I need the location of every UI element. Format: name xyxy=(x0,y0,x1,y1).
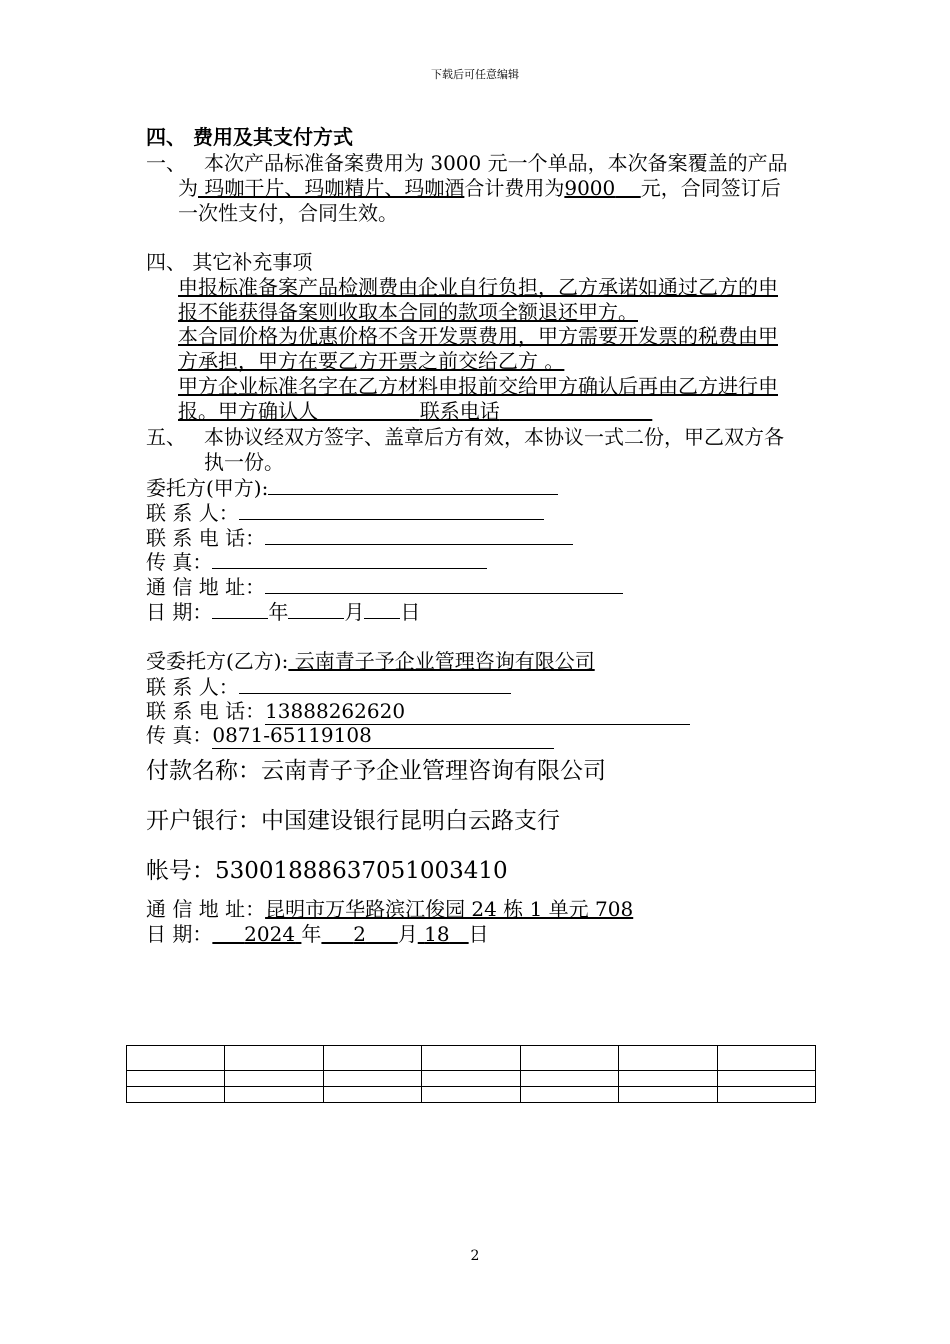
fee-prefix: 为 xyxy=(178,176,198,200)
empty-table xyxy=(126,1045,816,1103)
payment-account: 帐号：53001888637051003410 xyxy=(146,858,508,884)
party-a-phone-field[interactable] xyxy=(265,524,573,545)
party-b-contact-field[interactable] xyxy=(239,673,511,694)
fee-item-num: 一、 xyxy=(146,151,186,175)
other-p2a: 本合同价格为优惠价格不含开发票费用，甲方需要开发票的税费由甲 xyxy=(178,324,778,348)
five-line-1: 本协议经双方签字、盖章后方有效，本协议一式二份，甲乙双方各 xyxy=(204,425,784,449)
five-num: 五、 xyxy=(146,425,186,449)
party-b-label: 受委托方(乙方): 云南青子予企业管理咨询有限公司 xyxy=(146,649,595,673)
party-b-company: 云南青子予企业管理咨询有限公司 xyxy=(288,649,595,673)
party-b-address: 通 信 地 址：昆明市万华路滨江俊园 24 栋 1 单元 708 xyxy=(146,897,634,921)
party-b-address-value: 昆明市万华路滨江俊园 24 栋 1 单元 708 xyxy=(265,897,634,921)
fee-suffix: 元，合同签订后 xyxy=(640,176,781,200)
other-p3b: 报。甲方确认人 联系电话 xyxy=(178,399,500,423)
other-p2b: 方承担，甲方在要乙方开票之前交给乙方 。 xyxy=(178,349,565,373)
payment-name: 付款名称：云南青子予企业管理咨询有限公司 xyxy=(146,758,606,784)
party-a-client: 委托方(甲方): xyxy=(146,474,558,501)
confirm-phone-label: 联系电话 xyxy=(419,399,500,423)
party-a-date: 日 期： 年 月 日 xyxy=(146,600,421,624)
party-a-day-field[interactable] xyxy=(364,598,400,619)
party-b-phone: 联 系 电 话：13888262620 xyxy=(146,698,690,725)
party-a-phone: 联 系 电 话： xyxy=(146,524,573,551)
party-a-client-field[interactable] xyxy=(268,474,558,495)
party-b-month: 2 xyxy=(353,922,366,946)
party-b-day: 18 xyxy=(424,922,450,946)
party-a-fax: 传 真： xyxy=(146,548,487,575)
fee-mid: 合计费用为 xyxy=(464,176,565,200)
party-b-fax-value: 0871-65119108 xyxy=(212,722,554,749)
payment-bank: 开户银行：中国建设银行昆明白云路支行 xyxy=(146,808,560,834)
party-a-month-field[interactable] xyxy=(288,598,344,619)
party-a-contact: 联 系 人： xyxy=(146,499,544,526)
party-b-year: 2024 xyxy=(244,922,296,946)
other-p1a: 申报标准备案产品检测费由企业自行负担，乙方承诺如通过乙方的申 xyxy=(178,275,778,299)
fee-heading: 四、 费用及其支付方式 xyxy=(146,125,353,149)
five-line-2: 执一份。 xyxy=(204,450,284,474)
party-b-date: 日 期： 2024 年 2 月 18 日 xyxy=(146,922,489,946)
party-a-fax-field[interactable] xyxy=(212,548,487,569)
page-number: 2 xyxy=(470,1248,480,1264)
party-a-address: 通 信 地 址： xyxy=(146,573,623,600)
fee-amount: 9000 xyxy=(564,176,616,200)
party-b-contact: 联 系 人： xyxy=(146,673,511,700)
header-note: 下载后可任意编辑 xyxy=(431,68,519,81)
fee-line-1: 本次产品标准备案费用为 3000 元一个单品，本次备案覆盖的产品 xyxy=(204,151,788,175)
party-a-contact-field[interactable] xyxy=(239,499,544,520)
party-b-fax: 传 真：0871-65119108 xyxy=(146,722,554,749)
fee-line-2 xyxy=(178,175,781,201)
other-heading: 四、 其它补充事项 xyxy=(146,250,313,274)
fee-products: 玛咖干片、玛咖精片、玛咖酒 xyxy=(198,176,465,200)
fee-line-3: 一次性支付，合同生效。 xyxy=(178,201,398,225)
party-a-address-field[interactable] xyxy=(265,573,623,594)
other-p3a: 甲方企业标准名字在乙方材料申报前交给甲方确认后再由乙方进行申 xyxy=(178,374,778,398)
party-b-phone-value: 13888262620 xyxy=(265,698,690,725)
other-p1b: 报不能获得备案则收取本合同的款项全额退还甲方。 xyxy=(178,300,638,324)
party-a-year-field[interactable] xyxy=(212,598,268,619)
